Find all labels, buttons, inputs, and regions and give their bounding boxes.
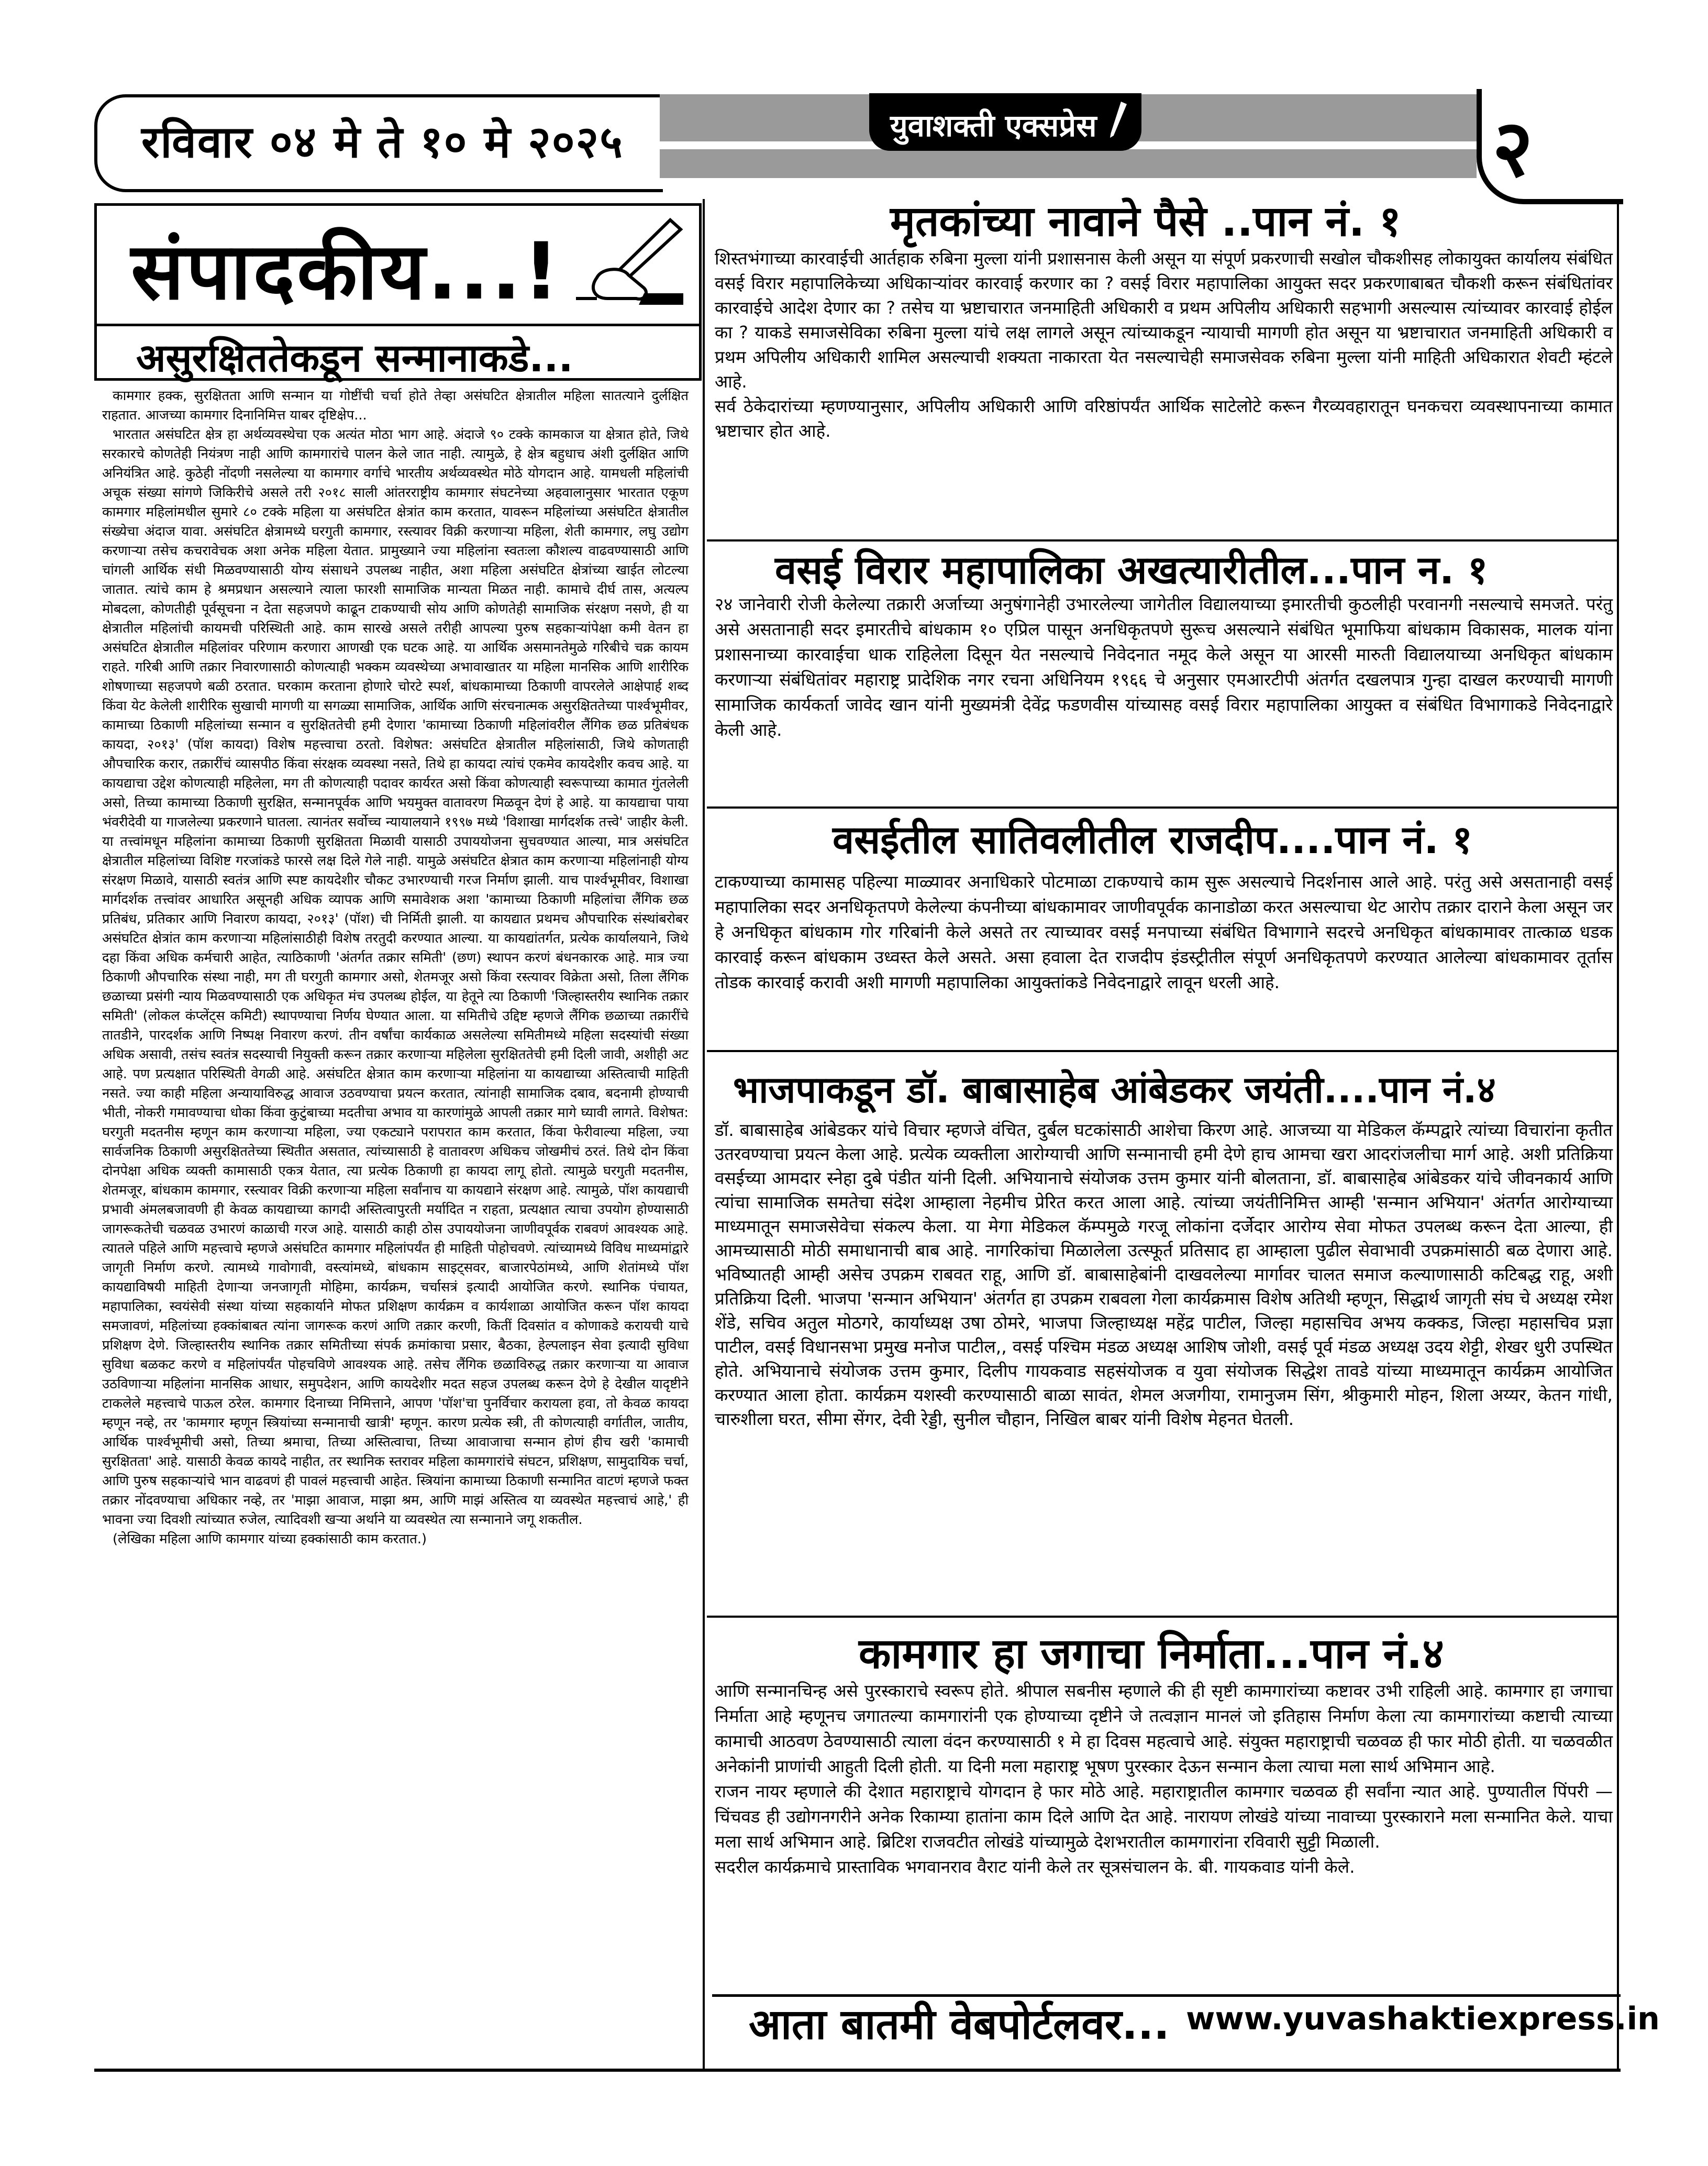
article-paragraph: २४ जानेवारी रोजी केलेल्या तक्रारी अर्जाच्या अनुषंगानेही उभारलेल्या जागेतील विद्यालयाच्या इमारतीची कुठलीही परवानगी नसल्याचे समजते. परंतु असे असतानाही सदर इमारतीचे बांधकाम १० एप्रिल पासून अनधिकृतपणे सुरूच असल्याने संबंधित भूमाफिया बांधकाम विकासक, मालक यांना प्रशासनाच्या कारवाईचा धाक राहिलेला दिसून येत नसल्याचे निवेदनात नमूद केले असून या आरसी मारुती विद्यालयाच्या अनधिकृत बांधकाम करणाऱ्या संबंधितांवर महाराष्ट्र प्रादेशिक नगर रचना अधिनियम १९६६ चे अनुसार एमआरटीपी अंतर्गत दखलपात्र गुन्हा दाखल करण्याची मागणी सामाजिक कार्यकर्ता जावेद खान यांनी मुख्यमंत्री देवेंद्र फडणवीस यांच्यासह वसई विरार महापालिका आयुक्त व संबंधित विभागाकडे निवेदनाद्वारे केली आहे.: [715, 594, 1613, 740]
editorial-paragraph: (लेखिका महिला आणि कामगार यांच्या हक्कांसाठी काम करतात.): [113, 1531, 427, 1547]
article-paragraph: सदरील कार्यक्रमाचे प्रास्ताविक भगवानराव वैराट यांनी केले तर सूत्रसंचालन के. बी. गायकवाड यांनी केले.: [715, 1856, 1355, 1877]
article-paragraph: आणि सन्मानचिन्ह असे पुरस्काराचे स्वरूप होते. श्रीपाल सबनीस म्हणाले की ही सृष्टी कामगारांच्या कष्टावर उभी राहिली आहे. कामगार हा जगाचा निर्माता आहे म्हणूनच जगातल्या कामगारांनी एक होण्याच्या दृष्टीने जे तत्वज्ञान मानलं जो इतिहास निर्माण केला त्या कामगारांच्या कष्टाची त्याच्या कामाची आठवण ठेवण्यासाठी त्याला वंदन करण्यासाठी १ मे हा दिवस महत्वाचे आहे. संयुक्त महाराष्ट्राची चळवळ ही फार मोठी होती. या चळवळीत अनेकांनी प्राणांची आहुती दिली होती. या दिनी मला महाराष्ट्र भूषण पुरस्कार देऊन सन्मान केला त्याचा मला सार्थ अभिमान आहे.: [715, 1681, 1613, 1776]
editorial-body: [102, 386, 689, 1549]
article-body: [715, 246, 1613, 443]
web-portal-text: आता बातमी वेबपोर्टलवर...: [749, 2000, 1170, 2049]
pen-icon: [1105, 100, 1131, 141]
right-border: [1617, 199, 1619, 2069]
editorial-paragraph: भारतात असंघटित क्षेत्र हा अर्थव्यवस्थेचा एक अत्यंत मोठा भाग आहे. अंदाजे ९० टक्के कामकाज या क्षेत्रात होते, जिथे सरकारचे कोणतेही नियंत्रण नाही आणि कामगारांचे पालन केले जात नाही. त्यामुळे, हे क्षेत्र बहुधाच अंशी दुर्लक्षित आणि अनियंत्रित आहे. कुठेही नोंदणी नसलेल्या या कामगार वर्गाचे भारतीय अर्थव्यवस्थेत मोठे योगदान आहे. यामधली महिलांची अचूक संख्या सांगणे जिकिरीचे असले तरी २०१८ साली आंतरराष्ट्रीय कामगार संघटनेच्या अहवालानुसार भारतात एकूण कामगार महिलांमधील सुमारे ८० टक्के महिला या असंघटित क्षेत्रांत काम करतात, यावरून महिलांच्या असंघटित क्षेत्रातील संख्येचा अंदाज यावा. असंघटित क्षेत्रामध्ये घरगुती कामगार, रस्त्यावर विक्री करणाऱ्या महिला, शेती कामगार, लघु उद्योग करणाऱ्या तसेच कचरावेचक अशा अनेक महिला येतात. प्रामुख्याने ज्या महिलांना स्वतःला कौशल्य वाढवण्यासाठी आणि चांगली आर्थिक संधी मिळवण्यासाठी योग्य संसाधने उपलब्ध नाहीत, अशा महिला असंघटित क्षेत्रांच्या खाईत लोटल्या जातात. त्यांचे काम हे श्रमप्रधान असल्याने त्याला फारशी सामाजिक मान्यता मिळत नाही. कामाचे दीर्घ तास, अत्यल्प मोबदला, कोणतीही पूर्वसूचना न देता सहजपणे काढून टाकण्याची सोय आणि कोणतेही सामाजिक संरक्षण नसणे, ही या क्षेत्रातील महिलांची कायमची परिस्थिती आहे. काम सारखे असले तरीही आपल्या पुरुष सहकाऱ्यांपेक्षा कमी वेतन हा असंघटित क्षेत्रातील महिलांवर परिणाम करणारा आणखी एक घटक आहे. या आर्थिक असमानतेमुळे गरिबीचे चक्र कायम राहते. गरिबी आणि तक्रार निवारणासाठी कोणत्याही भक्कम व्यवस्थेच्या अभावाखातर या महिला मानसिक आणि शारीरिक शोषणाच्या सहजपणे बळी ठरतात. घरकाम करताना होणारे चोरटे स्पर्श, बांधकामाच्या ठिकाणी वापरलेले आक्षेपार्ह शब्द किंवा येट केलेली शारीरिक सुखाची मागणी या सगळ्या सामाजिक, आर्थिक आणि संरचनात्मक असुरक्षिततेच्या पार्श्वभूमीवर, कामाच्या ठिकाणी महिलांच्या सन्मान व सुरक्षिततेची हमी देणारा 'कामाच्या ठिकाणी महिलांवरील लैंगिक छळ प्रतिबंधक कायदा, २०१३' (पॉश कायदा) विशेष महत्त्वाचा ठरतो. विशेषत: असंघटित क्षेत्रातील महिलांसाठी, जिथे कोणताही औपचारिक करार, तक्रारींचं व्यासपीठ किंवा संरक्षक व्यवस्था नसते, तिथे हा कायदा त्यांचं एकमेव कायदेशीर कवच आहे. या कायद्याचा उद्देश कोणत्याही महिलेला, मग ती कोणत्याही पदावर कार्यरत असो किंवा कोणत्याही स्वरूपाच्या कामात गुंतलेली असो, तिच्या कामाच्या ठिकाणी सुरक्षित, सन्मानपूर्वक आणि भयमुक्त वातावरण मिळवून देणं हे आहे. या कायद्याचा पाया भंवरीदेवी या गाजलेल्या प्रकरणाने घातला. त्यानंतर सर्वोच्च न्यायालयाने १९९७ मध्ये 'विशाखा मार्गदर्शक तत्त्वे' जाहीर केली. या तत्त्वांमधून महिलांना कामाच्या ठिकाणी सुरक्षितता मिळावी यासाठी उपाययोजना सुचवण्यात आल्या, मात्र असंघटित क्षेत्रातील महिलांच्या विशिष्ट गरजांकडे फारसे लक्ष दिले गेले नाही. यामुळे असंघटित क्षेत्रात काम करणाऱ्या महिलांनाही योग्य संरक्षण मिळावे, यासाठी स्वतंत्र आणि स्पष्ट कायदेशीर चौकट उभारण्याची गरज निर्माण झाली. याच पार्श्वभूमीवर, विशाखा मार्गदर्शक तत्त्वांवर आधारित असूनही अधिक व्यापक आणि समावेशक अशा 'कामाच्या ठिकाणी महिलांचा लैंगिक छळ प्रतिबंध, प्रतिकार आणि निवारण कायदा, २०१३' (पॉश) ची निर्मिती झाली. या कायद्यात प्रथमच औपचारिक संस्थांबरोबर असंघटित क्षेत्रांत काम करणाऱ्या महिलांसाठीही विशेष तरतुदी करण्यात आल्या. या कायद्यांतर्गत, प्रत्येक कार्यालयाने, जिथे दहा किंवा अधिक कर्मचारी आहेत, त्याठिकाणी 'अंतर्गत तक्रार समिती' (छण) स्थापन करणं बंधनकारक आहे. मात्र ज्या ठिकाणी औपचारिक संस्था नाही, मग ती घरगुती कामगार असो, शेतमजूर असो किंवा रस्त्यावर विक्रेता असो, तिला लैंगिक छळाच्या प्रसंगी न्याय मिळवण्यासाठी एक अधिकृत मंच उपलब्ध होईल, या हेतूने त्या ठिकाणी 'जिल्हास्तरीय स्थानिक तक्रार समिती' (लोकल कंप्लेंट्स कमिटी) स्थापण्याचा निर्णय घेण्यात आला. या समितीचे उद्दिष्ट म्हणजे लैंगिक छळाच्या तक्रारींचे तातडीने, पारदर्शक आणि निष्पक्ष निवारण करणं. तीन वर्षांचा कार्यकाळ असलेल्या समितीमध्ये महिला सदस्यांची संख्या अधिक असावी, तसंच स्वतंत्र सदस्याची नियुक्ती करून तक्रार करणाऱ्या महिलेला सुरक्षिततेची हमी दिली जावी, अशीही अट आहे. पण प्रत्यक्षात परिस्थिती वेगळी आहे. असंघटित क्षेत्रात काम करणाऱ्या महिलांना या कायद्याच्या अस्तित्वाची माहिती नसते. ज्या काही महिला अन्यायाविरुद्ध आवाज उठवण्याचा प्रयत्न करतात, त्यांनाही सामाजिक दबाव, बदनामी होण्याची भीती, नोकरी गमावण्याचा धोका किंवा कुटुंबाच्या मदतीचा अभाव या कारणांमुळे आपली तक्रार मागे घ्यावी लागते. विशेषत: घरगुती मदतनीस म्हणून काम करणाऱ्या महिला, ज्या एकट्याने परापरात काम करतात, किंवा फेरीवाल्या महिला, ज्या सार्वजनिक ठिकाणी असुरक्षिततेच्या स्थितीत असतात, त्यांच्यासाठी हे वातावरण अधिकच जोखमीचं ठरतं. तिथे दोन किंवा दोनपेक्षा अधिक व्यक्ती कामासाठी एकत्र येतात, त्या प्रत्येक ठिकाणी हा कायदा लागू होतो. त्यामुळे घरगुती मदतनीस, शेतमजूर, बांधकाम कामगार, रस्त्यावर विक्री करणाऱ्या महिला सर्वांनाच या कायद्याने संरक्षण आहे. त्यामुळे, पॉश कायद्याची प्रभावी अंमलबजावणी ही केवळ कायद्याच्या कागदी अस्तित्वापुरती मर्यादित न राहता, प्रत्यक्षात त्याचा उपयोग होण्यासाठी जागरूकतेची चळवळ उभारणं काळाची गरज आहे. यासाठी काही ठोस उपाययोजना जाणीवपूर्वक राबवणं आवश्यक आहे. त्यातले पहिले आणि महत्त्वाचे म्हणजे असंघटित कामगार महिलांपर्यंत ही माहिती पोहोचवणे. त्यांच्यामध्ये विविध माध्यमांद्वारे जागृती निर्माण करणे. त्यामध्ये गावोगावी, वस्त्यांमध्ये, बांधकाम साइट्सवर, बाजारपेठांमध्ये, आणि शेतांमध्ये पॉश कायद्याविषयी माहिती देणाऱ्या जनजागृती मोहिमा, कार्यक्रम, चर्चासत्रं इत्यादी आयोजित करणे. स्थानिक पंचायत, महापालिका, स्वयंसेवी संस्था यांच्या सहकार्याने मोफत प्रशिक्षण कार्यक्रम व कार्यशाळा आयोजित करून पॉश कायदा समजावणं, महिलांच्या हक्कांबाबत त्यांना जागरूक करणं आणि तक्रार करणी, कितीं दिवसांत व कोणाकडे करायची याचे प्रशिक्षण देणे. जिल्हास्तरीय स्थानिक तक्रार समितीच्या संपर्क क्रमांकाचा प्रसार, बैठका, हेल्पलाइन सेवा इत्यादी सुविधा सुविधा बळकट करणे व महिलांपर्यंत पोहचविणे आवश्यक आहे. तसेच लैंगिक छळाविरुद्ध तक्रार करणाऱ्या या आवाज उठविणाऱ्या महिलांना मानसिक आधार, समुपदेशन, आणि कायदेशीर मदत सहज उपलब्ध करून देणे हे देखील यादृष्टीने टाकलेले महत्त्वाचे पाऊल ठरेल. कामगार दिनाच्या निमित्ताने, आपण 'पॉश'चा पुनर्विचार करायला हवा, तो केवळ कायदा म्हणून नव्हे, तर 'कामगार म्हणून स्त्रियांच्या सन्मानाची खात्री' म्हणून. कारण प्रत्येक स्त्री, ती कोणत्याही वर्गातील, जातीय, आर्थिक पार्श्वभूमीची असो, तिच्या श्रमाचा, तिच्या अस्तित्वाचा, तिच्या आवाजाचा सन्मान होणं हीच खरी 'कामाची सुरक्षितता' आहे. यासाठी केवळ कायदे नाहीत, तर स्थानिक स्तरावर महिला कामगारांचे संघटन, प्रशिक्षण, सामुदायिक चर्चा, आणि पुरुष सहकाऱ्यांचे भान वाढवणं ही पावलं महत्त्वाची आहेत. स्त्रियांना कामाच्या ठिकाणी सन्मानित वाटणं म्हणजे फक्त तक्रार नोंदवण्याचा अधिकार नव्हे, तर 'माझा आवाज, माझा श्रम, आणि माझं अस्तित्व या व्यवस्थेत महत्त्वाचं आहे,' ही भावना ज्या दिवशी त्यांच्यात रुजेल, त्यादिवशी खऱ्या अर्थाने या व्यवस्थेत त्या सन्मानाने जगू शकतील.: [102, 427, 689, 1528]
article-title: कामगार हा जगाचा निर्माता...पान नं.४: [859, 1629, 1444, 1678]
editorial-headline: असुरक्षिततेकडून सन्मानाकडे...: [136, 336, 573, 381]
article-divider: [707, 1616, 1618, 1618]
article-title: वसईतील सातिवलीतील राजदीप....पान नं. १: [833, 817, 1472, 863]
column-divider: [703, 199, 705, 2069]
article-body: [715, 1118, 1613, 1431]
brand-name: युवाशक्ती एक्सप्रेस: [890, 108, 1097, 143]
article-title: भाजपाकडून डॉ. बाबासाहेब आंबेडकर जयंती....पान नं.४: [733, 1068, 1496, 1111]
article-body: [715, 592, 1613, 743]
article-paragraph: राजन नायर म्हणाले की देशात महाराष्ट्राचे योगदान हे फार मोठे आहे. महाराष्ट्रातील कामगार चळवळ ही सर्वांना न्यात आहे. पुण्यातील पिंपरी — चिंचवड ही उद्योगनगरीने अनेक रिकाम्या हातांना काम दिले आणि देत आहे. नारायण लोखंडे यांच्या नावाच्या पुरस्काराने मला सन्मानित केले. याचा मला सार्थ अभिमान आहे. ब्रिटिश राजवटीत लोखंडे यांच्यामुळे देशभरातील कामगारांना रविवारी सुट्टी मिळाली.: [715, 1781, 1613, 1852]
article-paragraph: सर्व ठेकेदारांच्या म्हणण्यानुसार, अपिलीय अधिकारी आणि वरिष्ठांपर्यंत आर्थिक साटेलोटे करून गैरव्यवहारातून घनकचरा व्यवस्थापनाच्या कामात भ्रष्टाचार होत आहे.: [715, 396, 1613, 441]
editorial-paragraph: कामगार हक्क, सुरक्षितता आणि सन्मान या गोष्टींची चर्चा होते तेव्हा असंघटित क्षेत्रातील महिला सातत्याने दुर्लक्षित राहतात. आजच्या कामगार दिनानिमित्त याबर दृष्टिक्षेप...: [102, 388, 689, 423]
editorial-title: संपादकीय...!: [131, 226, 561, 317]
article-divider: [707, 539, 1618, 542]
article-paragraph: डॉ. बाबासाहेब आंबेडकर यांचे विचार म्हणजे वंचित, दुर्बल घटकांसाठी आशेचा किरण आहे. आजच्या या मेडिकल कॅम्पद्वारे त्यांच्या विचारांना कृतीत उतरवण्याचा प्रयत्न केला आहे. प्रत्येक व्यक्तीला आरोग्याची आणि सन्मानाची हमी देणे हाच आमचा खरा आदरांजलीचा मार्ग आहे. अशी प्रतिक्रिया वसईच्या आमदार स्नेहा दुबे पंडीत यांनी दिली. अभियानाचे संयोजक उत्तम कुमार यांनी बोलताना, डॉ. बाबासाहेब आंबेडकर यांचे जीवनकार्य आणि त्यांचा सामाजिक समतेचा संदेश आम्हाला नेहमीच प्रेरित करत आला आहे. त्यांच्या जयंतीनिमित्त आम्ही 'सन्मान अभियान' अंतर्गत आरोग्याच्या माध्यमातून समाजसेवेचा संकल्प केला. या मेगा मेडिकल कॅम्पमुळे गरजू लोकांना दर्जेदार आरोग्य सेवा मोफत उपलब्ध करून देता आल्या, ही आमच्यासाठी मोठी समाधानाची बाब आहे. नागरिकांचा मिळालेला उत्स्फूर्त प्रतिसाद हा आम्हाला पुढील सेवाभावी उपक्रमांसाठी बळ देणारा आहे. भविष्यातही आम्ही असेच उपक्रम राबवत राहू, आणि डॉ. बाबासाहेबांनी दाखवलेल्या मार्गावर चालत समाज कल्याणासाठी कटिबद्ध राहू, अशी प्रतिक्रिया दिली. भाजपा 'सन्मान अभियान' अंतर्गत हा उपक्रम राबवला गेला कार्यक्रमास विशेष अतिथी म्हणून, सिद्धार्थ जागृती संघ चे अध्यक्ष रमेश शेंडे, सचिव अतुल मोठगरे, कार्याध्यक्ष उषा ठोमरे, भाजपा जिल्हाध्यक्ष महेंद्र पाटील, जिल्हा महासचिव अभय कक्कड, जिल्हा महासचिव प्रज्ञा पाटील, वसई विधानसभा प्रमुख मनोज पाटील,, वसई पश्चिम मंडळ अध्यक्ष आशिष जोशी, वसई पूर्व मंडळ अध्यक्ष उदय शेट्टी, शेखर धुरी उपस्थित होते. अभियानाचे संयोजक उत्तम कुमार, दिलीप गायकवाड सहसंयोजक व युवा संयोजक सिद्धेश तावडे यांच्या माध्यमातून कार्यक्रम आयोजित करण्यात आला होता. कार्यक्रम यशस्वी करण्यासाठी बाळा सावंत, शेमल अजगीया, रामानुजम सिंग, श्रीकुमारी मोहन, शिला अय्यर, केतन गांधी, चारुशीला घरत, सीमा सेंगर, देवी रेड्डी, सुनील चौहान, निखिल बाबर यांनी विशेष मेहनत घेतली.: [715, 1120, 1613, 1429]
website-link[interactable]: www.yuvashaktiexpress.in: [1186, 2001, 1660, 2037]
article-paragraph: टाकण्याच्या कामासह पहिल्या माळ्यावर अनाधिकारे पोटमाळा टाकण्याचे काम सुरू असल्याचे निदर्शनास आले आहे. परंतु असे असतानाही वसई महापालिका सदर अनधिकृतपणे केलेल्या कंपनीच्या बांधकामावर जाणीवपूर्वक कानाडोळा करत असल्याचा थेट आरोप तक्रार दाराने केला असून जर हे अनधिकृत बांधकाम गोर गरिबांनी केले असते तर त्याच्यावर वसई मनपाच्या संबंधित विभागाने सदरचे अनधिकृत बांधकामावर तात्काळ धडक कारवाई करून बांधकाम उध्वस्त केले असते. असा हवाला देत राजदीप इंडस्ट्रीतील संपूर्ण अनधिकृतपणे करण्यात आलेल्या बांधकामावर तूर्तास तोडक कारवाई करावी अशी मागणी महापालिका आयुक्तांकडे निवेदनाद्वारे लावून धरली आहे.: [715, 871, 1613, 992]
article-body: [715, 1678, 1613, 1880]
article-divider: [707, 806, 1618, 809]
article-title: मृतकांच्या नावाने पैसे ..पान नं. १: [890, 197, 1401, 246]
writing-hand-icon: [565, 215, 686, 309]
article-body: [715, 869, 1613, 995]
masthead-bar-lower: [660, 149, 1477, 178]
page-number: २: [1492, 103, 1534, 194]
article-divider: [707, 1050, 1618, 1052]
issue-date: रविवार ०४ मे ते १० मे २०२५: [141, 116, 624, 168]
article-paragraph: शिस्तभंगाच्या कारवाईची आर्तहाक रुबिना मुल्ला यांनी प्रशासनास केली असून या संपूर्ण प्रकरणाची सखोल चौकशीसह लोकायुक्त कार्यालय संबंधित वसई विरार महापालिकेच्या अधिकाऱ्यांवर कारवाई करणार का ? वसई विरार महापालिका आयुक्त सदर प्रकरणाबाबत चौकशी करून संबंधितांवर कारवाईचे आदेश देणार का ? तसेच या भ्रष्टाचारात जनमाहिती अधिकारी व प्रथम अपिलीय अधिकारी सहभागी असल्यास त्यांच्यावर कारवाई होईल का ? याकडे समाजसेविका रुबिना मुल्ला यांचे लक्ष लागले असून त्यांच्याकडून न्यायाची मागणी होत असून या भ्रष्टाचारात जनमाहिती अधिकारी व प्रथम अपिलीय अधिकारी शामिल असल्याची शक्यता नाकारता येत नसल्याचेही समाजसेवक रुबिना मुल्ला यांनी माहिती अधिकारात शेवटी म्हंटले आहे.: [715, 248, 1613, 392]
article-title: वसई विरार महापालिका अखत्यारीतील...पान न. १: [775, 548, 1488, 593]
bottom-rule: [94, 2069, 1621, 2072]
